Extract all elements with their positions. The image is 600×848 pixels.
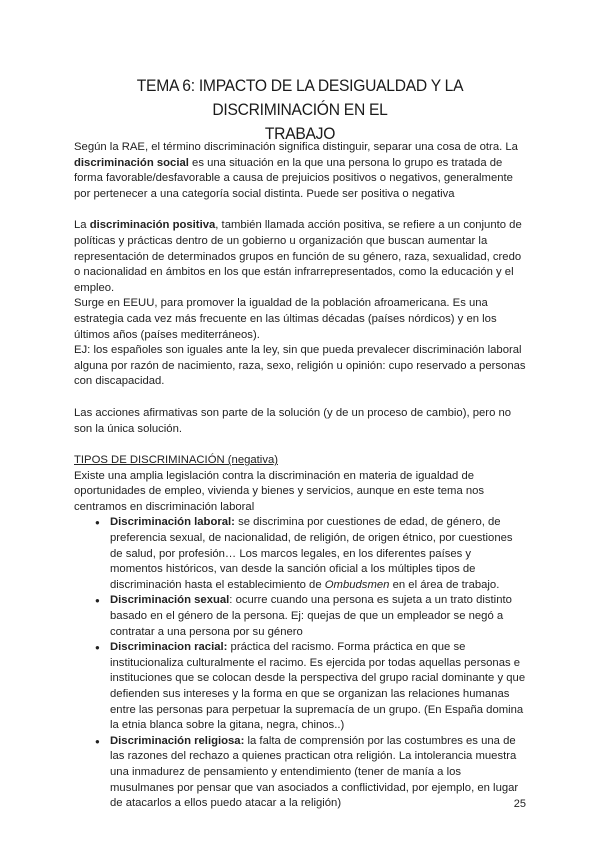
item-text: : ocurre cuando una persona es sujeta a un trato distinto basado en el género de la persona. Ej: quejas de que un empleador se negó a contratar a una persona por su género [110,594,512,638]
positive-text-1: La [74,219,90,232]
title-line-1: TEMA 6: IMPACTO DE LA DESIGUALDAD Y LA DISCRIMINACIÓN EN EL [136,76,464,119]
intro-text-2: es una situación en la que una persona lo grupo es tratada de forma favorable/desfavorable a causa de prejuicios positivos o negativos, generalmente por pertenecer a una categoría social distinta. Puede ser positiva o negativa [74,156,513,200]
positive-text-2: , también llamada acción positiva, se refiere a un conjunto de políticas y prácticas dentro de un gobierno u organización que buscan aumentar la representación de determinados grupos en función de su género, raza, sexualidad, credo o nacionalidad en ámbitos en los que están infrarrepresentados, como la educación y el empleo. [74,219,522,294]
positive-paragraph [74,218,526,296]
page-number: 25 [513,798,526,810]
list-item [110,734,526,812]
intro-bold-term: discriminación social [74,156,189,169]
list-item [110,515,526,593]
affirmative-paragraph: Las acciones afirmativas son parte de la solución (y de un proceso de cambio), pero no son la única solución. [74,406,512,435]
types-intro: Existe una amplia legislación contra la discriminación en materia de igualdad de oportunidades de empleo, vivienda y bienes y servicios, aunque en este tema nos centramos en discriminación laboral [74,469,485,513]
positive-origin: Surge en EEUU, para promover la igualdad de la población afroamericana. Es una estrategia cada vez más frecuente en las últimas décadas (países nórdicos) y en los últimos años (países mediterráneos). [74,297,497,341]
list-item [110,593,526,640]
intro-text-1: Según la RAE, el término discriminación significa distinguir, separar una cosa de otra. La [74,141,518,153]
intro-paragraph [74,140,526,202]
types-heading-text: TIPOS DE DISCRIMINACIÓN (negativa) [74,454,279,467]
item-text-2: en el área de trabajo. [389,578,500,591]
item-label: Discriminación religiosa: [110,734,245,747]
positive-bold-term: discriminación positiva [89,219,216,232]
page-title [79,74,521,146]
positive-example: EJ: los españoles son iguales ante la ley, sin que pueda prevalecer discriminación laboral alguna por razón de nacimiento, raza, sexo, religión u opinión: cupo reservado a personas con discapacidad. [74,344,526,388]
item-label: Discriminacion racial: [110,641,228,654]
list-item [110,640,526,734]
item-label: Discriminación sexual [110,594,230,607]
document-body [74,140,526,812]
item-italic: Ombudsmen [324,578,390,591]
title-line-2: TRABAJO [264,124,336,143]
item-text: se discrimina por cuestiones de edad, de género, de preferencia sexual, de nacionalidad, de religión, de origen étnico, por cuestiones de salud, por profesión… Los marcos legales, en los diferentes países y momentos históricos, van desde la sanción oficial a los múltiples tipos de discriminación hasta el establecimiento de [110,516,513,591]
item-label: Discriminación laboral: [110,516,235,529]
types-heading [74,453,526,469]
item-text: práctica del racismo. Forma práctica en que se institucionaliza culturalmente el racimo. Es ejercida por todas aquellas personas e instituciones que se colocan desde la perspectiva del grupo racial dominante y que defienden sus intereses y la forma en que se organizan las relaciones humanas entre las personas para perpetuar la supremacía de un grupo. (En España domina la etnia blanca sobre la gitana, negra, chinos..) [110,641,526,732]
item-text: la falta de comprensión por las costumbres es una de las razones del rechazo a quienes practican otra religión. La intolerancia muestra una inmadurez de pensamiento y entendimiento (tener de manía a los musulmanes por pensar que van asociados a conflictividad, por ejemplo, en lugar de atacarlos a ellos puedo atacar a la religión) [110,734,519,810]
types-list [74,515,526,811]
